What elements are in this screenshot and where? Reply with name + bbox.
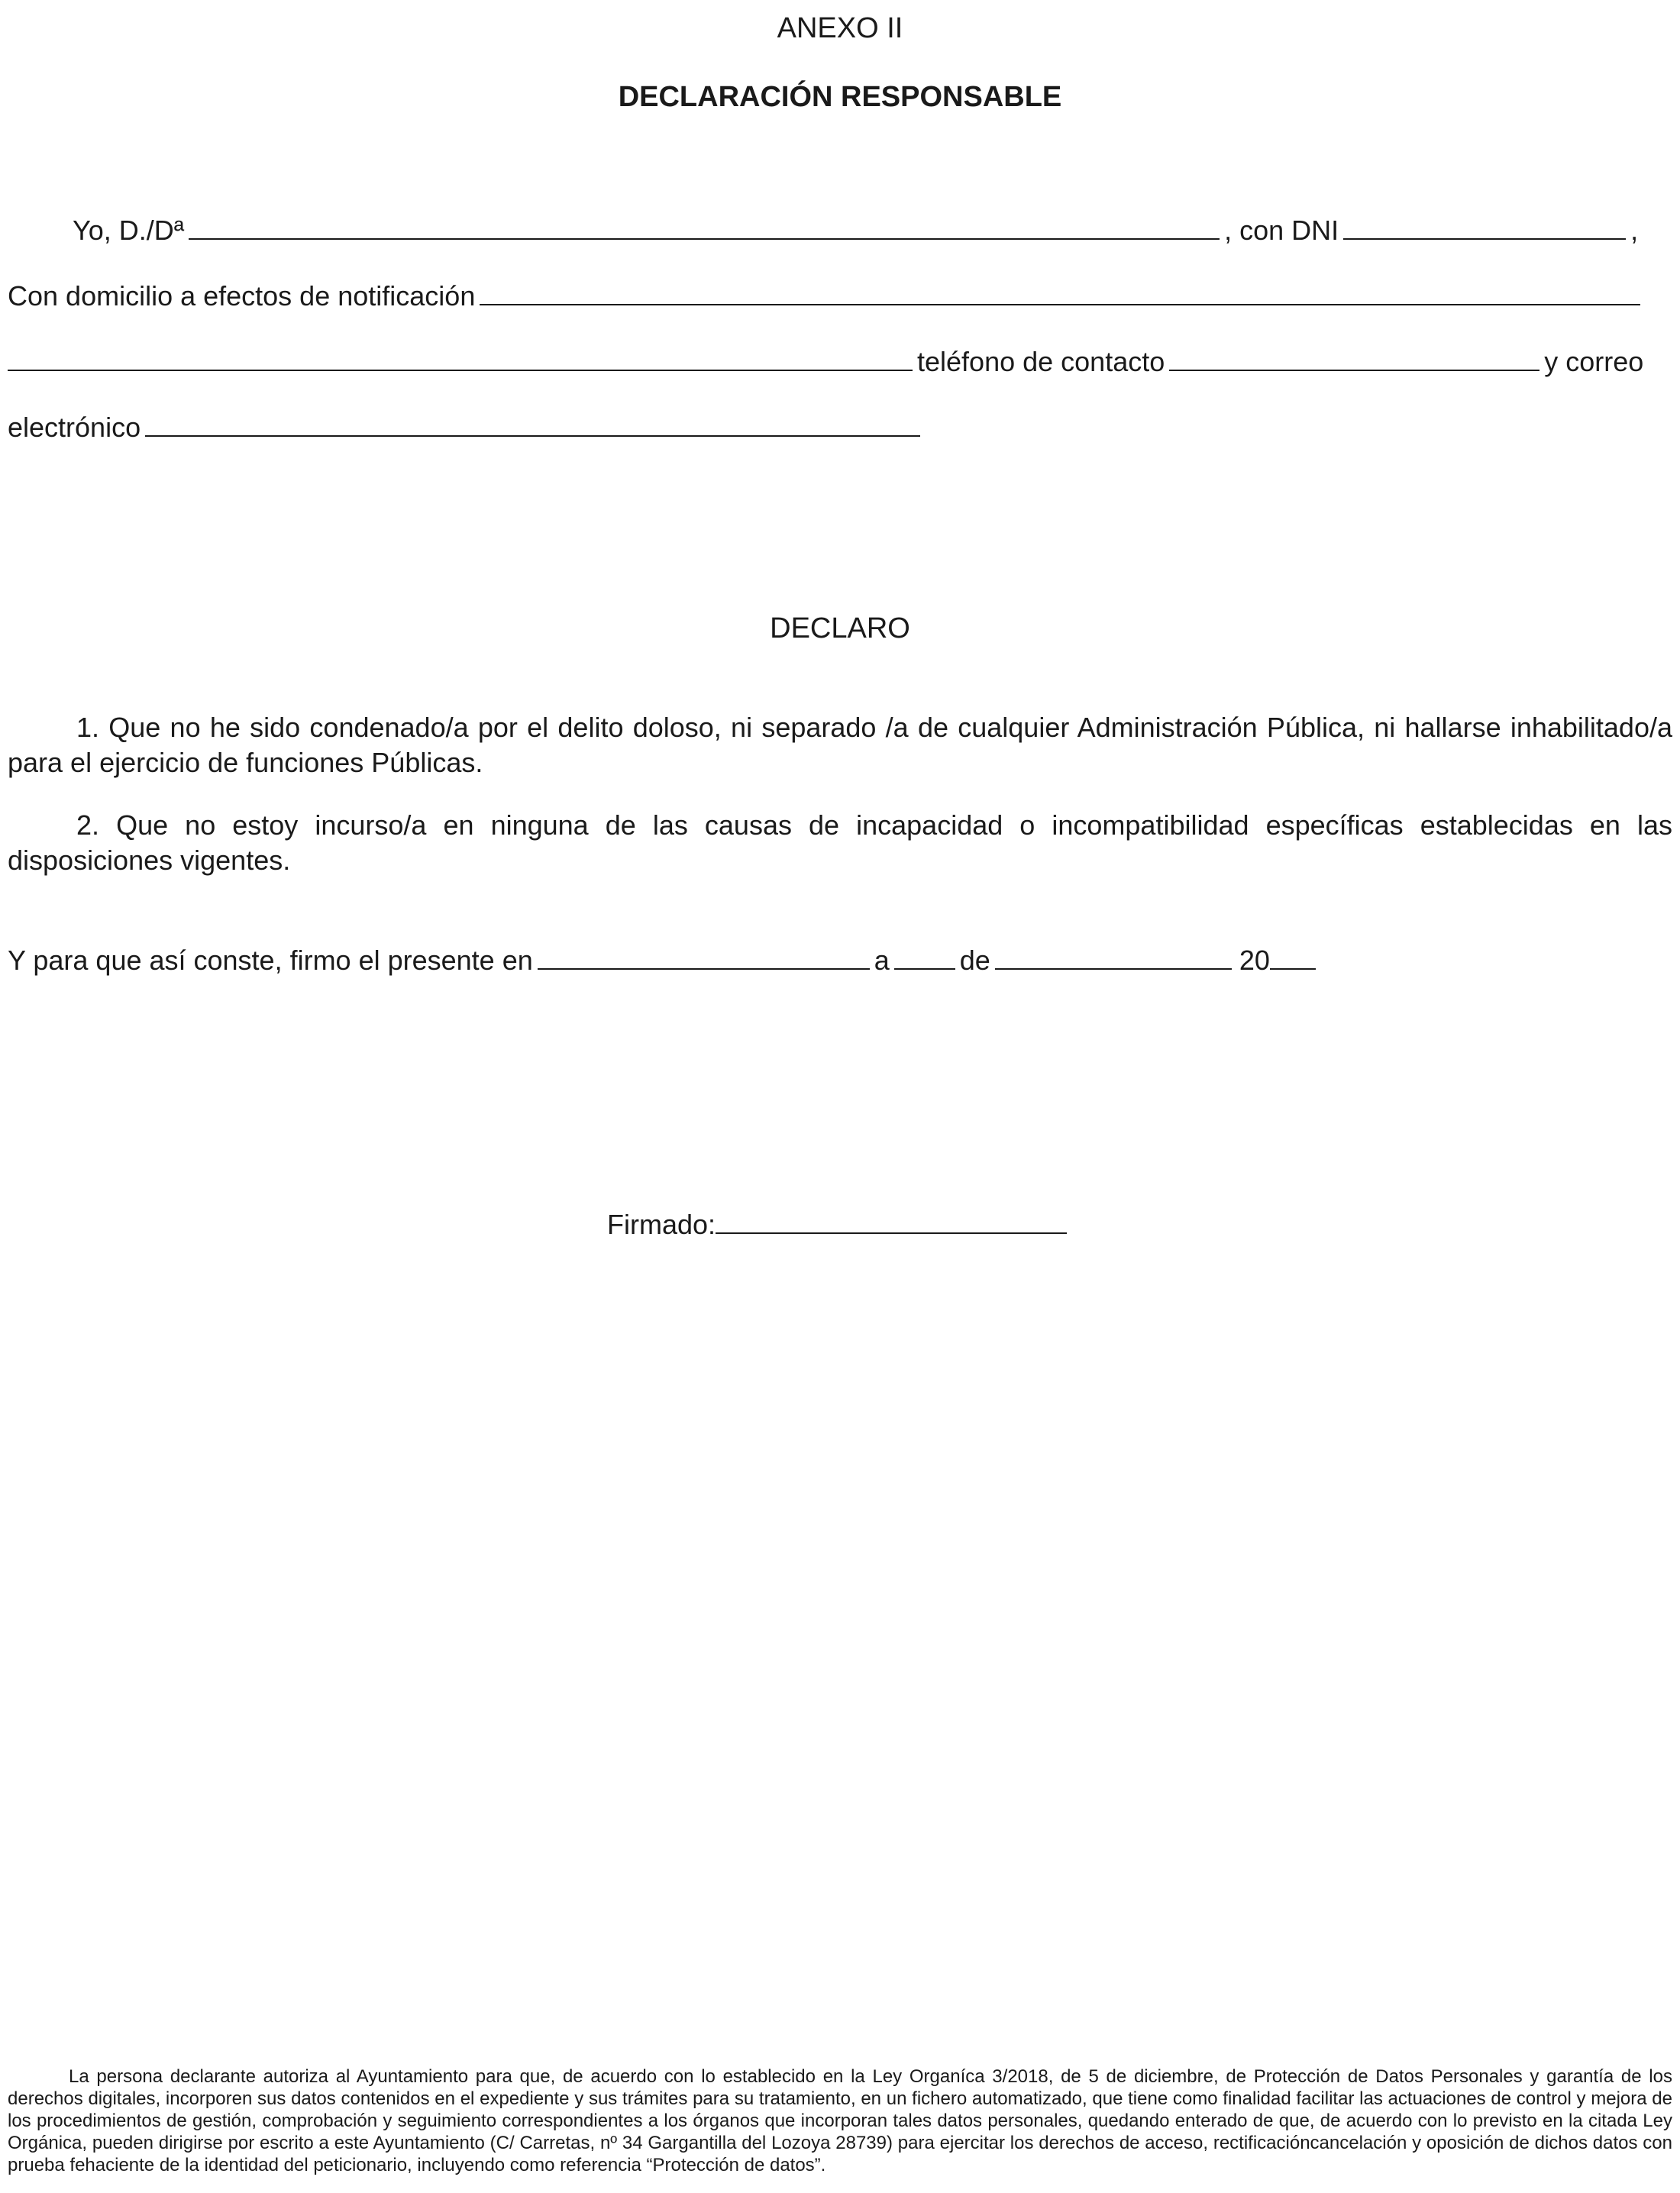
address-field[interactable] — [480, 281, 1640, 305]
email-field[interactable] — [145, 412, 920, 437]
signature-label: Firmado: — [607, 1209, 716, 1240]
signature-field[interactable] — [716, 1210, 1067, 1234]
closing-text: Y para que así conste, firmo el presente en — [8, 945, 533, 976]
phone-field[interactable] — [1169, 347, 1539, 371]
closing-de: de — [959, 945, 990, 976]
dni-label: , con DNI — [1224, 215, 1339, 246]
declaration-item-1: 1. Que no he sido condenado/a por el delito doloso, ni separado /a de cualquier Administración Pública, ni hallarse inhabilitado/a para el ejercicio de funciones Públicas. — [8, 712, 1672, 778]
dni-field[interactable] — [1343, 215, 1626, 240]
annex-title: ANEXO II — [777, 12, 903, 44]
declaration-item-2: 2. Que no estoy incurso/a en ninguna de las causas de incapacidad o incompatibilidad específicas establecidas en las disposiciones vigentes. — [8, 809, 1672, 876]
signature-line — [607, 1208, 1218, 1242]
place-field[interactable] — [538, 945, 870, 970]
address-field-continued[interactable] — [8, 347, 913, 371]
address-line — [8, 279, 1672, 313]
email-label: electrónico — [8, 412, 141, 443]
year-prefix: 20 — [1239, 945, 1270, 976]
phone-label: teléfono de contacto — [917, 346, 1165, 377]
declaration-heading: DECLARO — [770, 612, 910, 644]
closing-a: a — [874, 945, 890, 976]
name-label: Yo, D./Dª — [73, 215, 185, 246]
name-field[interactable] — [189, 215, 1220, 240]
phone-line — [8, 345, 1672, 379]
name-line — [73, 214, 1672, 247]
page-title: DECLARACIÓN RESPONSABLE — [618, 81, 1062, 113]
closing-line — [8, 944, 1672, 977]
dni-line-end: , — [1630, 215, 1639, 246]
email-line — [8, 411, 1672, 444]
day-field[interactable] — [894, 945, 955, 970]
month-field[interactable] — [995, 945, 1232, 970]
privacy-notice: La persona declarante autoriza al Ayuntamiento para que, de acuerdo con lo establecido en la Ley Organíca 3/2018, de 5 de diciembre, de Protección de Datos Personales y garantía de los derechos digitales, incorporen sus datos contenidos en el expediente y sus trámites para su tratamiento, en un fichero automatizado, que tiene como finalidad facilitar las actuaciones de control y mejora de los procedimientos de gestión, comprobación y seguimiento correspondientes a los órganos que incorporan tales datos personales, quedando enterado de que, de acuerdo con lo previsto en la citada Ley Orgánica, pueden dirigirse por escrito a este Ayuntamiento (C/ Carretas, nº 34 Gargantilla del Lozoya 28739) para ejercitar los derechos de acceso, rectificacióncancelación y oposición de dichos datos con prueba fehaciente de la identidad del peticionario, incluyendo como referencia “Protección de datos”. — [8, 2066, 1672, 2175]
email-label-start: y correo — [1544, 346, 1644, 377]
address-label: Con domicilio a efectos de notificación — [8, 280, 476, 312]
year-field[interactable] — [1270, 945, 1316, 970]
